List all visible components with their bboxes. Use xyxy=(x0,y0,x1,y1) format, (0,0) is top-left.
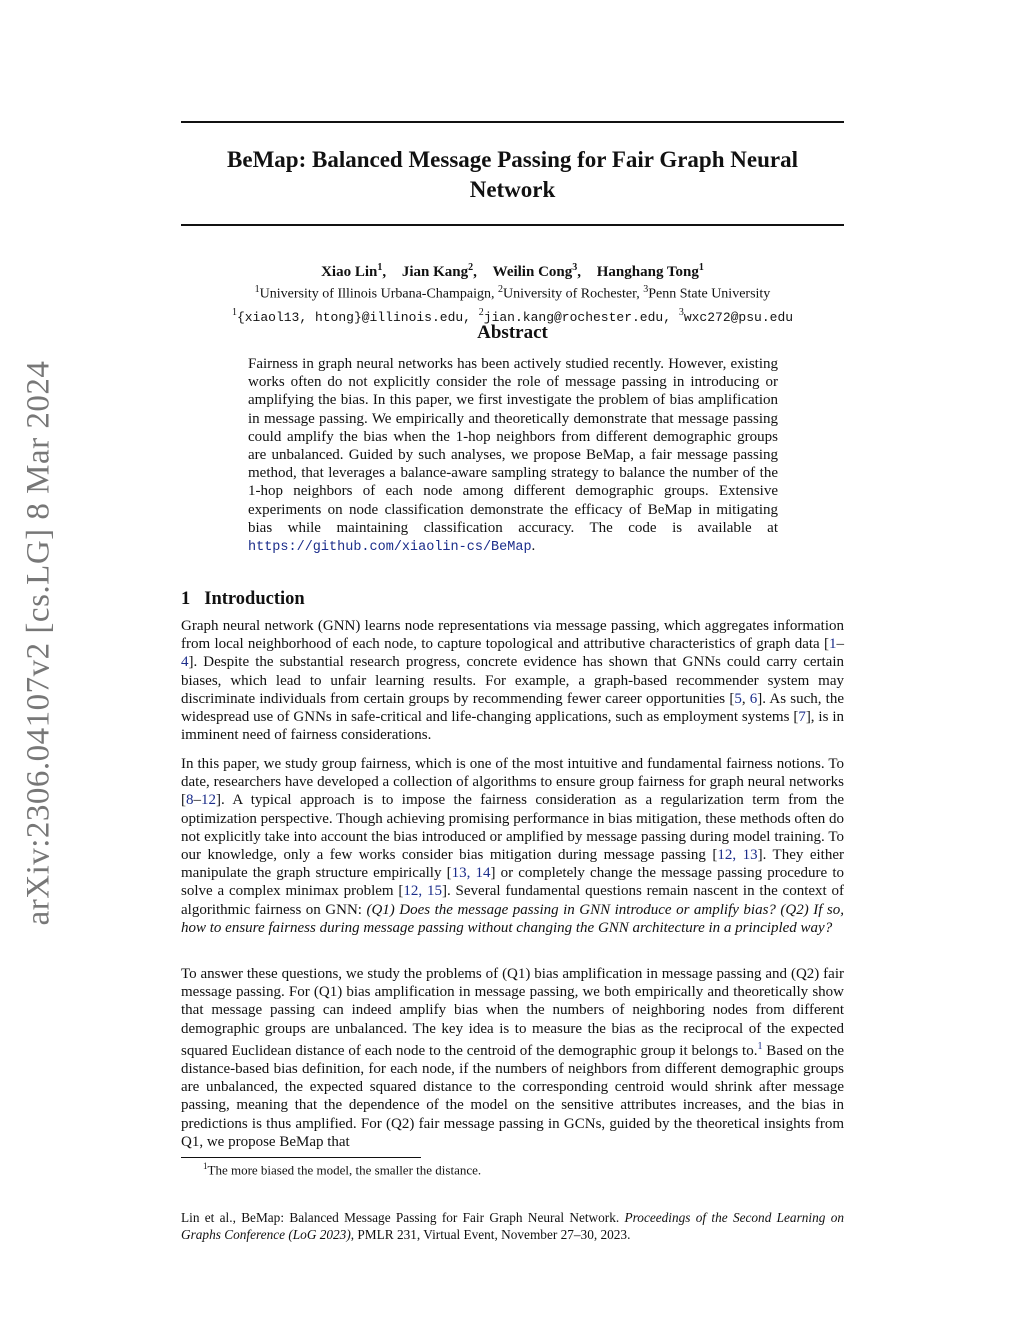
title-line-1: BeMap: Balanced Message Passing for Fair Graph Neural xyxy=(227,147,798,172)
citation-link[interactable]: 7 xyxy=(798,709,806,726)
author-block xyxy=(181,259,844,327)
footnote-ref[interactable]: 1 xyxy=(757,1040,763,1052)
author: Weilin Cong$^3$, xyxy=(492,262,581,280)
section-heading-introduction xyxy=(181,589,305,610)
citation-link[interactable]: 8 xyxy=(186,792,194,809)
citation-link[interactable]: 12 xyxy=(201,792,216,809)
citation-link[interactable]: 13, 14 xyxy=(451,865,491,882)
citation-link[interactable]: 12, 15 xyxy=(403,883,442,900)
emails: $^1${xiaol13, htong}@illinois.edu, $^2$jian.kang@rochester.edu, $^3$wxc272@psu.edu xyxy=(231,306,794,325)
paper-title xyxy=(181,145,844,205)
footnote-rule xyxy=(181,1157,421,1158)
title-top-rule xyxy=(181,121,844,123)
intro-paragraph-3: To answer these questions, we study the problems of (Q1) bias amplification in message passing and (Q2) fair message passing. For (Q1) bias amplification in message passing, we both empirically and theoretically show that message passing can indeed amplify bias when the numbers of neighboring nodes from different demographic groups are unbalanced. The key idea is to measure the bias as the reciprocal of the expected squared Euclidean distance of each node to the centroid of the demographic group it belongs to.$^1$ Based on the distance-based bias definition, for each node, if the numbers of neighbors from different demographic groups are unbalanced, the expected squared distance to the corresponding centroid would shrink after message passing, meaning that the dependence of the model on the sensitive attributes increases, and the bias in predictions is thus amplified. For (Q2) fair message passing in GCNs, guided by the theoretical insights from Q1, we propose BeMap that xyxy=(181,966,845,1150)
code-link[interactable]: https://github.com/xiaolin-cs/BeMap xyxy=(248,540,532,556)
venue-footer: Lin et al., BeMap: Balanced Message Passing for Fair Graph Neural Network. Proceedings of the Second Learning on Graphs Conference (LoG 2023), PMLR 231, Virtual Event, November 27–30, 2023. xyxy=(181,1210,844,1242)
abstract-heading: Abstract xyxy=(477,322,548,343)
arxiv-stamp-text: arXiv:2306.04107v2 [cs.LG] 8 Mar 2024 xyxy=(20,360,57,925)
citation-link[interactable]: 4 xyxy=(181,654,189,671)
author-names xyxy=(181,259,844,281)
section-title: Introduction xyxy=(204,589,305,609)
intro-paragraph-1: Graph neural network (GNN) learns node representations via message passing, which aggregates information from local neighborhood of each node, to capture topological and attributive characteristics of graph data [1–4]. Despite the substantial research progress, concrete evidence has shown that GNNs could carry certain biases, which lead to unfair learning results. For example, a graph-based recommender system may discriminate individuals from certain groups by recommending fewer career opportunities [5, 6]. As such, the widespread use of GNNs in safe-critical and life-changing applications, such as employment systems [7], is in imminent need of fairness considerations. xyxy=(181,618,844,744)
citation-link[interactable]: 1 xyxy=(829,636,837,653)
title-line-2: Network xyxy=(469,177,556,202)
author: Xiao Lin$^1$, xyxy=(321,262,387,280)
author: Hanghang Tong$^1$ xyxy=(596,262,704,280)
citation-link[interactable]: 5 xyxy=(734,690,742,707)
citation-link[interactable]: 12, 13 xyxy=(717,847,758,864)
author: Jian Kang$^2$, xyxy=(401,262,477,280)
footnote: $^1$The more biased the model, the smaller the distance. xyxy=(203,1161,482,1178)
section-number: 1 xyxy=(181,589,191,609)
affiliations: $^1$University of Illinois Urbana-Champaign, $^2$University of Rochester, $^3$Penn State University xyxy=(254,284,771,302)
title-bottom-rule xyxy=(181,224,844,226)
intro-paragraph-2: In this paper, we study group fairness, which is one of the most intuitive and fundamental fairness notions. To date, researchers have developed a collection of algorithms to ensure group fairness for graph neural networks [8–12]. A typical approach is to impose the fairness consideration as a regularization term from the optimization perspective. Though achieving promising performance in bias mitigation, these methods often do not explicitly take into account the bias introduced or amplified by message passing during model training. To our knowledge, only a few works consider bias mitigation during message passing [12, 13]. They either manipulate the graph structure empirically [13, 14] or completely change the message passing procedure to solve a complex minimax problem [12, 15]. Several fundamental questions remain nascent in the context of algorithmic fairness on GNN: (Q1) Does the message passing in GNN introduce or amplify bias? (Q2) If so, how to ensure fairness during message passing without changing the GNN architecture in a principled way? xyxy=(181,756,845,936)
citation-link[interactable]: 6 xyxy=(749,690,758,707)
abstract-body: Fairness in graph neural networks has been actively studied recently. However, existing works often do not explicitly consider the role of message passing in introducing or amplifying the bias. In this paper, we first investigate the problem of bias amplification in message passing. We empirically and theoretically demonstrate that message passing could amplify the bias when the 1-hop neighbors from different demographic groups are unbalanced. Guided by such analyses, we propose BeMap, a fair message passing method, that leverages a balance-aware sampling strategy to balance the number of the 1-hop neighbors of each node among different demographic groups. Extensive experiments on node classification demonstrate the efficacy of BeMap in mitigating bias while maintaining classification accuracy. The code is available at https://github.com/xiaolin-cs/BeMap. xyxy=(248,356,778,556)
arxiv-sidebar-stamp xyxy=(14,355,64,930)
